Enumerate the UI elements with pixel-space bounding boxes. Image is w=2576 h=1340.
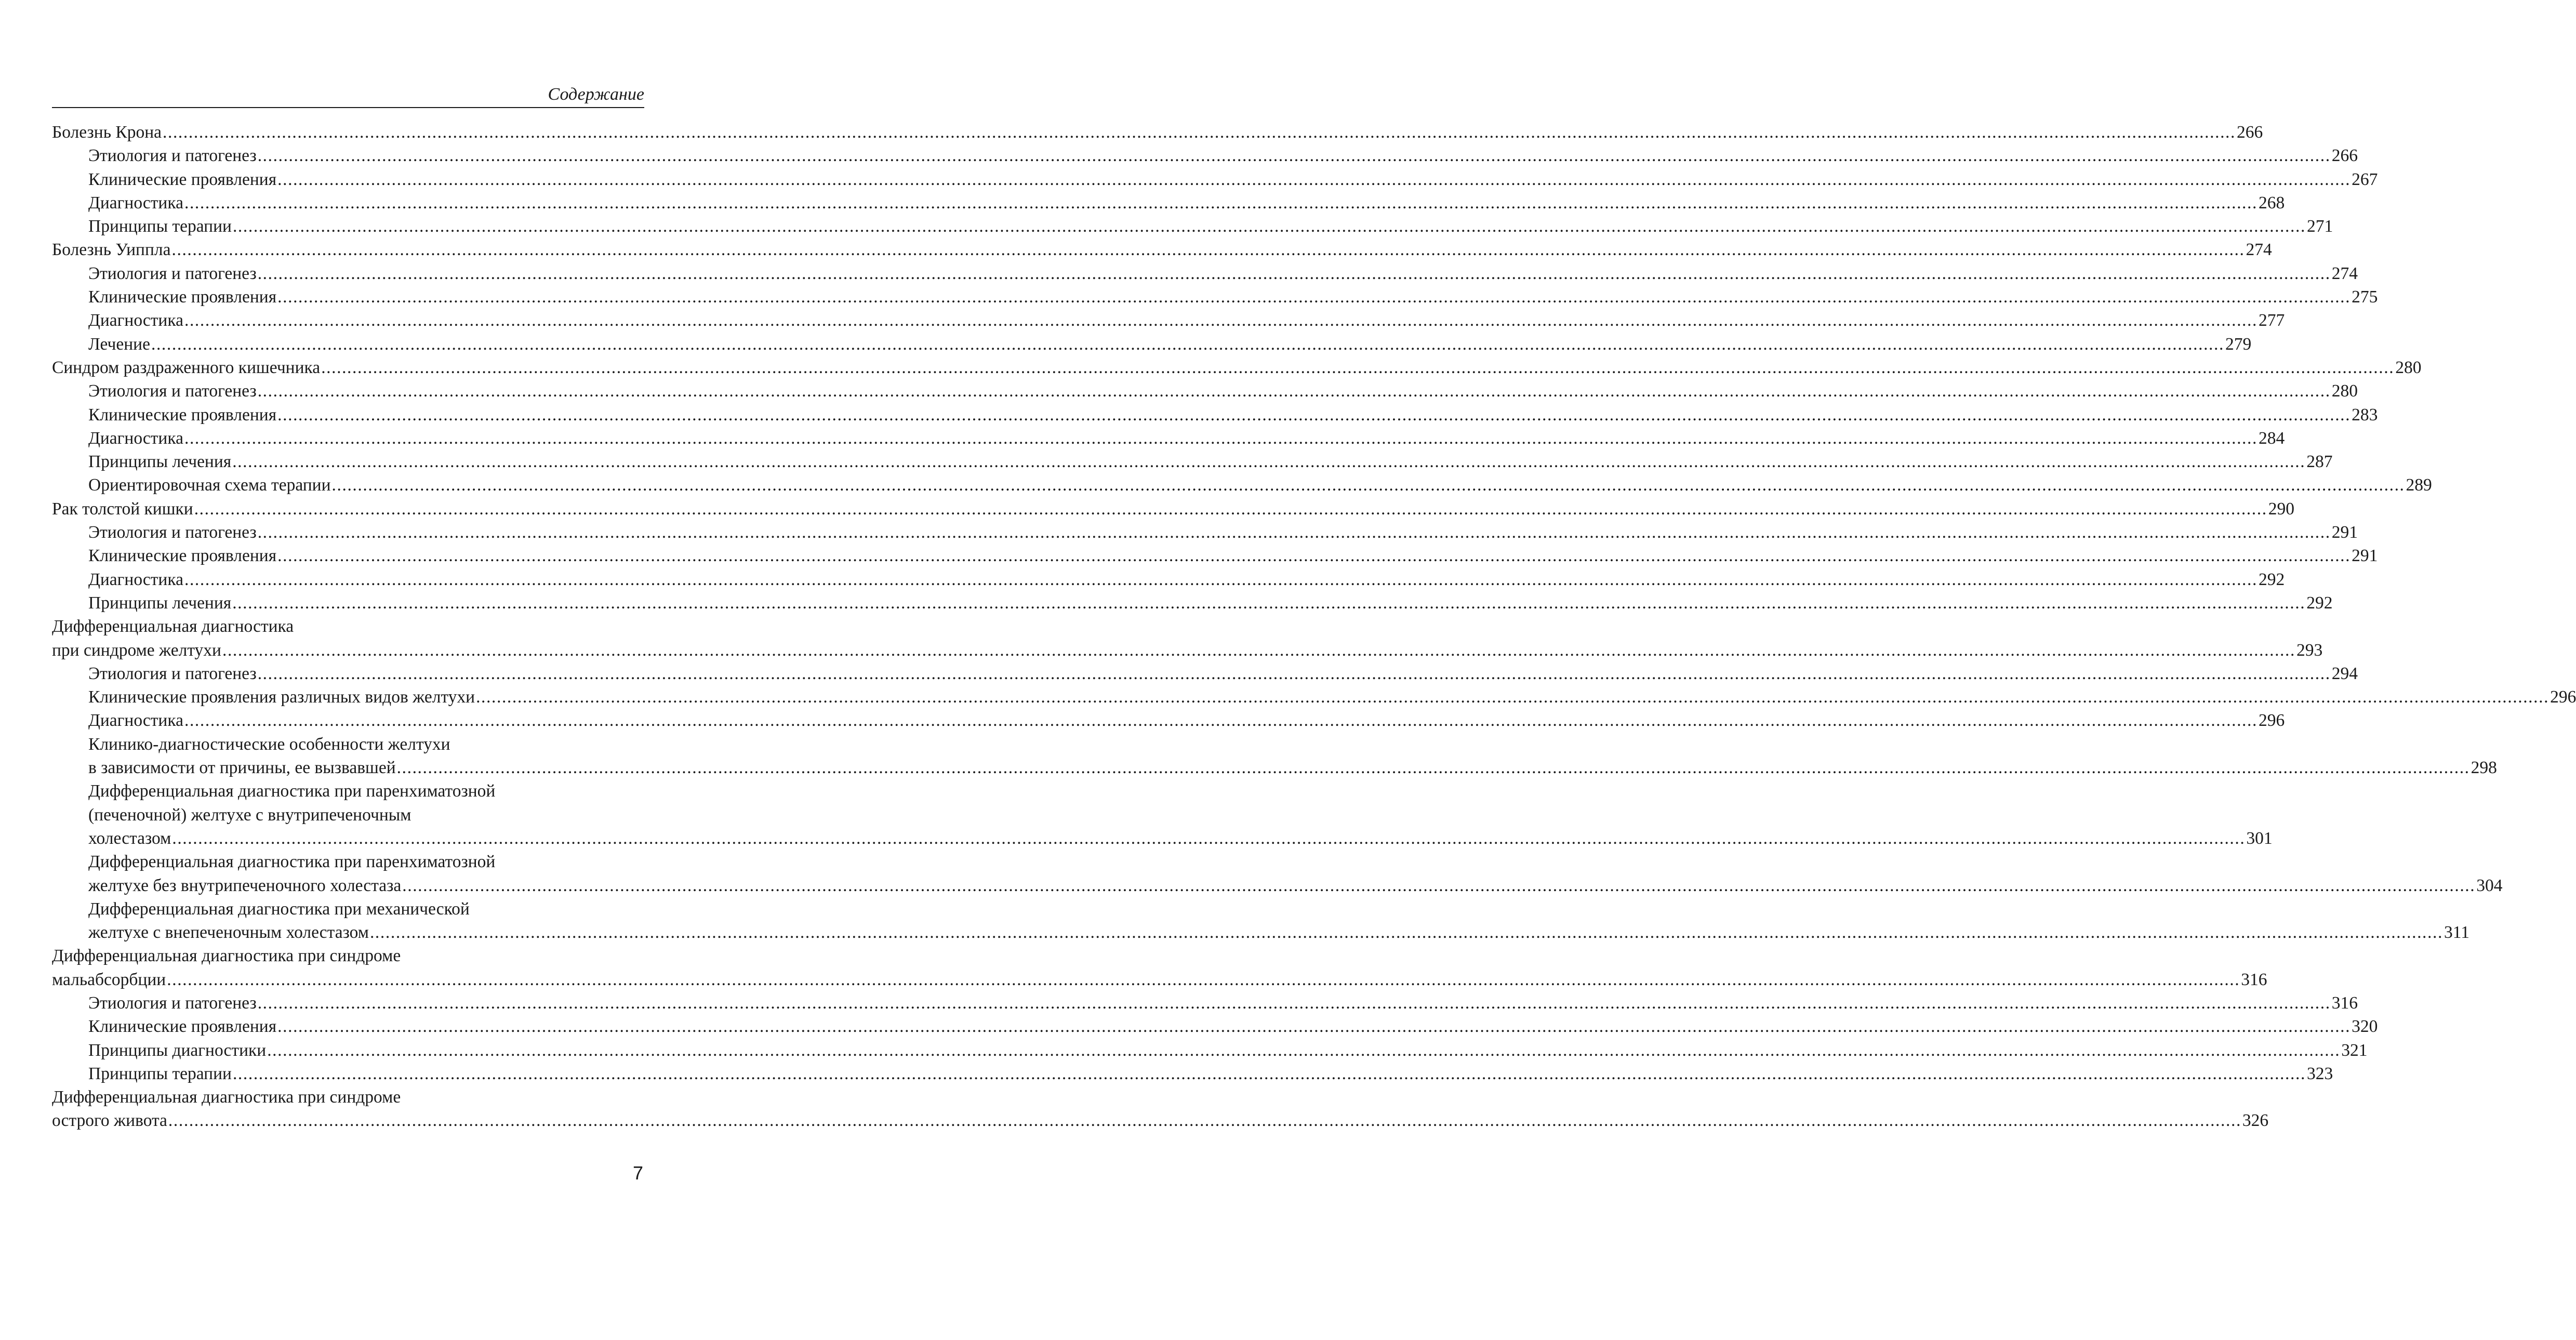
dot-leader: ................................................................................................................................................................................................................................................................................................................................................................................................................ — [184, 311, 2258, 330]
toc-chapter[interactable] — [52, 121, 2263, 144]
toc-entry-title: Принципы терапии — [88, 1062, 233, 1085]
toc-entry-line — [52, 615, 644, 638]
toc-entry-line — [52, 779, 644, 803]
toc-section[interactable] — [52, 450, 2333, 473]
toc-entry-page: 298 — [2471, 758, 2497, 778]
toc-entry-title: Болезнь Уиппла — [52, 238, 172, 261]
dot-leader: ................................................................................................................................................................................................................................................................................................................................................................................................................ — [476, 687, 2550, 707]
toc-entry-title: Клинические проявления — [88, 285, 277, 309]
toc-entry-title: Рак толстой кишки — [52, 497, 194, 521]
toc-section[interactable] — [52, 215, 2333, 238]
dot-leader: ................................................................................................................................................................................................................................................................................................................................................................................................................ — [257, 263, 2331, 283]
toc-entry-page: 304 — [2476, 875, 2503, 895]
table-of-contents — [52, 121, 2576, 1133]
header-title: Содержание — [548, 85, 644, 104]
toc-entry-title: Диагностика — [88, 191, 184, 215]
dot-leader: ................................................................................................................................................................................................................................................................................................................................................................................................................ — [184, 569, 2258, 589]
toc-entry-title: Этиология и патогенез — [88, 991, 258, 1015]
toc-entry-page: 279 — [2225, 334, 2252, 354]
toc-chapter[interactable] — [52, 639, 2323, 662]
toc-entry-title: Болезнь Крона — [52, 121, 163, 144]
toc-section[interactable] — [52, 709, 2285, 732]
toc-entry-page: 292 — [2306, 593, 2333, 613]
toc-section[interactable] — [52, 379, 2358, 403]
toc-entry-title: Ориентировочная схема терапии — [88, 473, 332, 497]
toc-entry-page: 283 — [2352, 405, 2378, 424]
toc-entry-page: 277 — [2258, 311, 2285, 330]
dot-leader: ................................................................................................................................................................................................................................................................................................................................................................................................................ — [184, 711, 2258, 731]
toc-entry-title-line: Дифференциальная диагностика при паренхиматозной — [88, 852, 496, 872]
toc-entry-page: 266 — [2331, 146, 2358, 166]
dot-leader: ................................................................................................................................................................................................................................................................................................................................................................................................................ — [232, 593, 2306, 613]
dot-leader: ................................................................................................................................................................................................................................................................................................................................................................................................................ — [232, 1064, 2306, 1083]
dot-leader: ................................................................................................................................................................................................................................................................................................................................................................................................................ — [277, 287, 2351, 307]
dot-leader: ................................................................................................................................................................................................................................................................................................................................................................................................................ — [222, 640, 2295, 660]
toc-section[interactable] — [52, 521, 2358, 544]
dot-leader: ................................................................................................................................................................................................................................................................................................................................................................................................................ — [257, 146, 2331, 166]
toc-section[interactable] — [52, 544, 2378, 567]
toc-section[interactable] — [52, 262, 2358, 285]
toc-entry-title: острого живота — [52, 1109, 168, 1132]
toc-entry-page: 321 — [2341, 1040, 2368, 1060]
toc-entry-title: при синдроме желтухи — [52, 639, 222, 662]
toc-entry-page: 301 — [2246, 828, 2273, 848]
toc-entry-title: Лечение — [88, 333, 151, 356]
toc-entry-title: холестазом — [88, 827, 172, 850]
toc-entry-title: Этиология и патогенез — [88, 262, 258, 285]
toc-section[interactable] — [52, 874, 2503, 897]
toc-section[interactable] — [52, 473, 2432, 497]
toc-entry-title: Принципы терапии — [88, 215, 233, 238]
dot-leader: ................................................................................................................................................................................................................................................................................................................................................................................................................ — [257, 664, 2331, 683]
toc-entry-title: Диагностика — [88, 568, 184, 591]
toc-section[interactable] — [52, 827, 2273, 850]
dot-leader: ................................................................................................................................................................................................................................................................................................................................................................................................................ — [321, 357, 2395, 377]
toc-entry-title: Диагностика — [88, 309, 184, 332]
toc-entry-page: 293 — [2296, 640, 2323, 660]
toc-entry-title: Принципы лечения — [88, 450, 232, 473]
toc-entry-page: 294 — [2331, 664, 2358, 683]
toc-entry-title: Принципы диагностики — [88, 1039, 267, 1062]
running-header — [52, 83, 644, 106]
toc-section[interactable] — [52, 144, 2358, 167]
toc-chapter[interactable] — [52, 1109, 2269, 1132]
toc-entry-title-line: Дифференциальная диагностика при паренхиматозной — [88, 781, 496, 801]
toc-section[interactable] — [52, 591, 2333, 615]
toc-entry-page: 275 — [2352, 287, 2378, 307]
toc-entry-page: 274 — [2331, 263, 2358, 283]
toc-entry-title: Этиология и патогенез — [88, 662, 258, 685]
toc-entry-title-line: Клинико-диагностические особенности желтухи — [88, 734, 450, 754]
dot-leader: ................................................................................................................................................................................................................................................................................................................................................................................................................ — [277, 405, 2351, 424]
toc-entry-page: 266 — [2237, 123, 2263, 142]
toc-chapter[interactable] — [52, 497, 2294, 521]
toc-entry-line — [52, 803, 644, 827]
toc-entry-title: Клинические проявления — [88, 544, 277, 567]
toc-chapter[interactable] — [52, 238, 2272, 261]
dot-leader: ................................................................................................................................................................................................................................................................................................................................................................................................................ — [369, 923, 2443, 943]
toc-entry-title: желтухе с внепеченочным холестазом — [88, 921, 370, 944]
toc-entry-title-line: Дифференциальная диагностика — [52, 617, 294, 636]
toc-section[interactable] — [52, 921, 2469, 944]
toc-section[interactable] — [52, 1039, 2368, 1062]
toc-entry-page: 316 — [2241, 970, 2267, 989]
toc-section[interactable] — [52, 333, 2252, 356]
dot-leader: ................................................................................................................................................................................................................................................................................................................................................................................................................ — [257, 993, 2331, 1013]
toc-section[interactable] — [52, 1015, 2378, 1038]
dot-leader: ................................................................................................................................................................................................................................................................................................................................................................................................................ — [402, 875, 2476, 895]
toc-section[interactable] — [52, 991, 2358, 1015]
toc-entry-page: 280 — [2395, 357, 2422, 377]
toc-entry-page: 267 — [2352, 169, 2378, 189]
toc-section[interactable] — [52, 285, 2378, 309]
dot-leader: ................................................................................................................................................................................................................................................................................................................................................................................................................ — [151, 334, 2224, 354]
toc-entry-line — [52, 733, 644, 756]
toc-entry-line — [52, 944, 644, 967]
toc-entry-title-line: Дифференциальная диагностика при механической — [88, 899, 470, 919]
dot-leader: ................................................................................................................................................................................................................................................................................................................................................................................................................ — [277, 1017, 2351, 1037]
toc-entry-title: Этиология и патогенез — [88, 521, 258, 544]
toc-entry-title: Принципы лечения — [88, 591, 232, 615]
dot-leader: ................................................................................................................................................................................................................................................................................................................................................................................................................ — [277, 546, 2351, 566]
toc-entry-line — [52, 850, 644, 873]
toc-entry-page: 326 — [2242, 1111, 2269, 1131]
toc-entry-title: мальабсорбции — [52, 968, 167, 991]
toc-entry-title-line: (печеночной) желтухе с внутрипеченочным — [88, 805, 411, 825]
toc-entry-title: Клинические проявления — [88, 403, 277, 427]
toc-section[interactable] — [52, 427, 2285, 450]
toc-entry-line — [52, 1085, 644, 1109]
dot-leader: ................................................................................................................................................................................................................................................................................................................................................................................................................ — [267, 1040, 2341, 1060]
dot-leader: ................................................................................................................................................................................................................................................................................................................................................................................................................ — [171, 240, 2245, 260]
toc-entry-page: 290 — [2268, 499, 2294, 519]
toc-entry-title: Диагностика — [88, 709, 184, 732]
toc-entry-page: 291 — [2331, 523, 2358, 542]
toc-entry-page: 291 — [2352, 546, 2378, 566]
toc-entry-page: 287 — [2306, 452, 2333, 472]
toc-entry-title: Клинические проявления различных видов желтухи — [88, 685, 476, 709]
toc-entry-title: желтухе без внутрипеченочного холестаза — [88, 874, 402, 897]
toc-entry-title: Этиология и патогенез — [88, 144, 258, 167]
dot-leader: ................................................................................................................................................................................................................................................................................................................................................................................................................ — [232, 452, 2306, 472]
toc-section[interactable] — [52, 662, 2358, 685]
toc-entry-title: Диагностика — [88, 427, 184, 450]
toc-entry-page: 311 — [2444, 923, 2469, 943]
toc-section[interactable] — [52, 568, 2285, 591]
toc-section[interactable] — [52, 1062, 2333, 1085]
toc-chapter[interactable] — [52, 968, 2267, 991]
dot-leader: ................................................................................................................................................................................................................................................................................................................................................................................................................ — [184, 428, 2258, 448]
dot-leader: ................................................................................................................................................................................................................................................................................................................................................................................................................ — [257, 381, 2331, 401]
toc-section[interactable] — [52, 403, 2378, 427]
toc-entry-title: Синдром раздраженного кишечника — [52, 356, 321, 379]
toc-entry-title: Клинические проявления — [88, 1015, 277, 1038]
toc-entry-page: 316 — [2331, 993, 2358, 1013]
page-number: 7 — [632, 1162, 643, 1184]
toc-entry-page: 284 — [2258, 428, 2285, 448]
dot-leader: ................................................................................................................................................................................................................................................................................................................................................................................................................ — [194, 499, 2267, 519]
dot-leader: ................................................................................................................................................................................................................................................................................................................................................................................................................ — [277, 169, 2351, 189]
toc-entry-page: 296 — [2550, 687, 2576, 707]
toc-entry-page: 271 — [2306, 217, 2333, 236]
toc-entry-title: Этиология и патогенез — [88, 379, 258, 403]
dot-leader: ................................................................................................................................................................................................................................................................................................................................................................................................................ — [396, 758, 2470, 778]
dot-leader: ................................................................................................................................................................................................................................................................................................................................................................................................................ — [257, 523, 2331, 542]
dot-leader: ................................................................................................................................................................................................................................................................................................................................................................................................................ — [168, 1111, 2241, 1131]
dot-leader: ................................................................................................................................................................................................................................................................................................................................................................................................................ — [167, 970, 2240, 989]
dot-leader: ................................................................................................................................................................................................................................................................................................................................................................................................................ — [184, 193, 2258, 213]
header-rule — [52, 107, 644, 108]
dot-leader: ................................................................................................................................................................................................................................................................................................................................................................................................................ — [163, 123, 2236, 142]
toc-section[interactable] — [52, 168, 2378, 191]
dot-leader: ................................................................................................................................................................................................................................................................................................................................................................................................................ — [232, 217, 2306, 236]
toc-section[interactable] — [52, 309, 2285, 332]
toc-entry-page: 320 — [2352, 1017, 2378, 1037]
toc-section[interactable] — [52, 685, 2576, 709]
toc-section[interactable] — [52, 191, 2285, 215]
toc-entry-page: 280 — [2331, 381, 2358, 401]
toc-entry-page: 268 — [2258, 193, 2285, 213]
toc-entry-title-line: Дифференциальная диагностика при синдроме — [52, 946, 401, 966]
dot-leader: ................................................................................................................................................................................................................................................................................................................................................................................................................ — [172, 828, 2246, 848]
toc-entry-title: Клинические проявления — [88, 168, 277, 191]
dot-leader: ................................................................................................................................................................................................................................................................................................................................................................................................................ — [331, 475, 2405, 495]
toc-entry-title-line: Дифференциальная диагностика при синдроме — [52, 1087, 401, 1107]
toc-entry-line — [52, 897, 644, 921]
toc-entry-page: 323 — [2306, 1064, 2333, 1083]
toc-entry-page: 274 — [2246, 240, 2272, 260]
toc-entry-page: 296 — [2258, 711, 2285, 731]
toc-section[interactable] — [52, 756, 2497, 779]
toc-chapter[interactable] — [52, 356, 2422, 379]
toc-entry-page: 292 — [2258, 569, 2285, 589]
toc-entry-title: в зависимости от причины, ее вызвавшей — [88, 756, 397, 779]
toc-entry-page: 289 — [2406, 475, 2432, 495]
